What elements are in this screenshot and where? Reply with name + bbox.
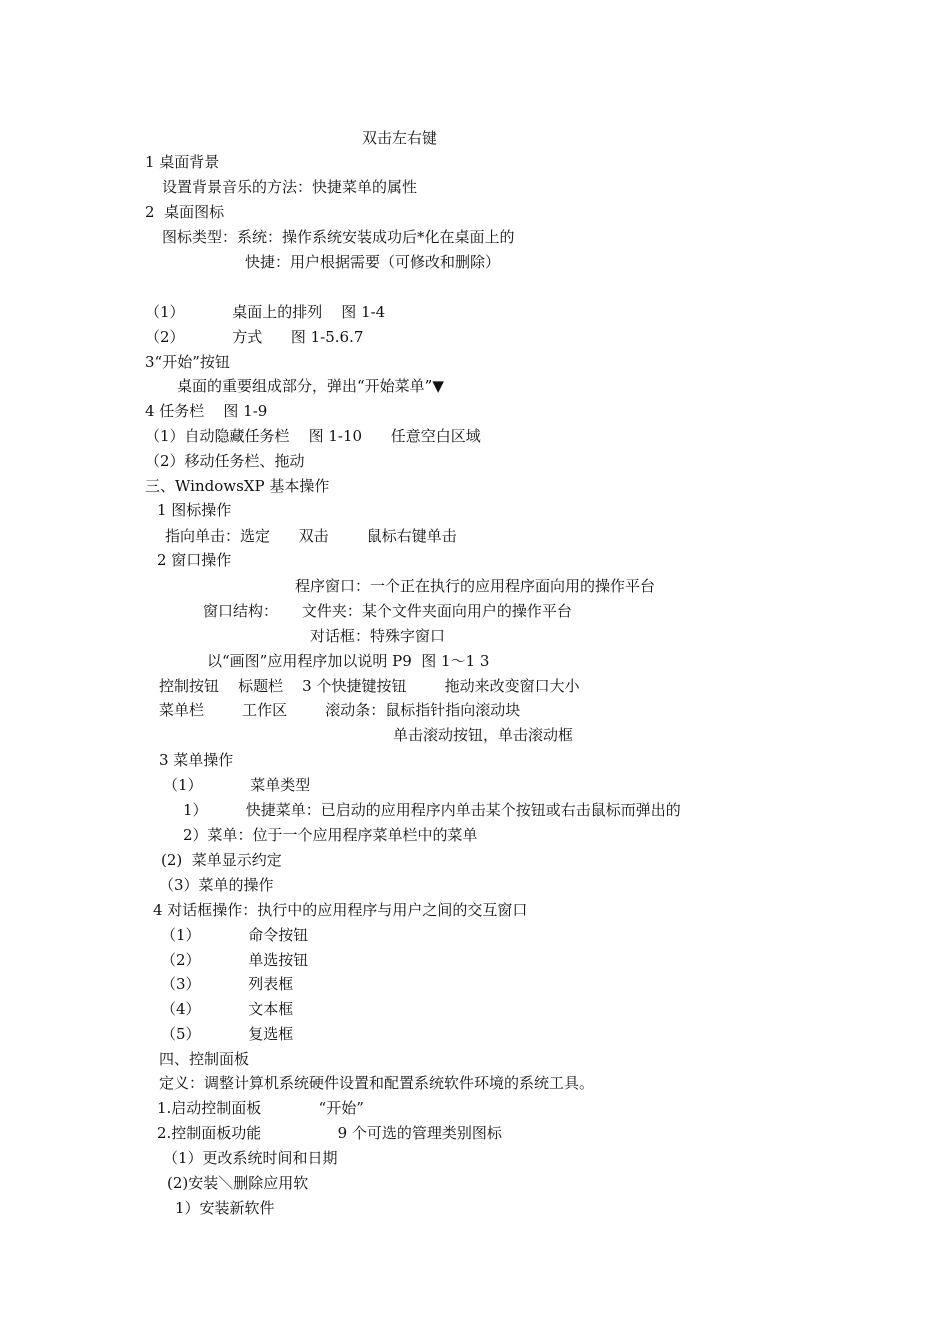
text-line: 1）安装新软件 xyxy=(175,1199,275,1217)
text-line: （2）移动任务栏、拖动 xyxy=(145,452,305,470)
text-line: 程序窗口：一个正在执行的应用程序面向用的操作平台 xyxy=(295,577,656,595)
text-line: 快捷：用户根据需要（可修改和删除） xyxy=(245,253,501,271)
section-heading: 2 桌面图标 xyxy=(145,203,225,221)
text-line: （1） 命令按钮 xyxy=(161,926,309,944)
text-line: 控制按钮 标题栏 3 个快捷键按钮 拖动来改变窗口大小 xyxy=(159,677,580,695)
text-line: （1）自动隐藏任务栏 图 1-10 任意空白区域 xyxy=(145,427,481,445)
section-heading: 四、控制面板 xyxy=(159,1050,250,1068)
text-line: （2） 方式 图 1-5.6.7 xyxy=(145,328,364,346)
section-heading: 4 任务栏 图 1-9 xyxy=(145,402,268,420)
text-line: （4） 文本框 xyxy=(161,1000,294,1018)
text-line: （3）菜单的操作 xyxy=(159,876,274,894)
subsection-heading: 4 对话框操作：执行中的应用程序与用户之间的交互窗口 xyxy=(153,901,528,919)
text-line: 菜单栏 工作区 滚动条：鼠标指针指向滚动块 xyxy=(159,701,521,719)
doc-title: 双击左右键 xyxy=(362,129,438,147)
section-heading: 三、WindowsXP 基本操作 xyxy=(145,477,330,495)
subsection-heading: 2 窗口操作 xyxy=(157,551,232,569)
subsection-heading: 3 菜单操作 xyxy=(159,751,234,769)
text-line: (2)安装＼删除应用软 xyxy=(167,1174,309,1192)
text-line: 1） 快捷菜单：已启动的应用程序内单击某个按钮或右击鼠标而弹出的 xyxy=(183,801,681,819)
section-heading: 3“开始”按钮 xyxy=(145,353,230,371)
text-line: 对话框：特殊字窗口 xyxy=(310,627,446,645)
text-line: 2）菜单：位于一个应用程序菜单栏中的菜单 xyxy=(183,826,478,844)
text-line: （5） 复选框 xyxy=(161,1025,294,1043)
text-line: 2.控制面板功能 9 个可选的管理类别图标 xyxy=(157,1124,502,1142)
text-line: 指向单击：选定 双击 鼠标右键单击 xyxy=(165,527,457,545)
text-line: （3） 列表框 xyxy=(161,975,294,993)
text-line: 图标类型：系统：操作系统安装成功后*化在桌面上的 xyxy=(162,228,515,246)
text-line: 定义：调整计算机系统硬件设置和配置系统软件环境的系统工具。 xyxy=(159,1074,595,1092)
text-line: (2) 菜单显示约定 xyxy=(161,851,282,869)
text-line: 以“画图”应用程序加以说明 P9 图 1～1 3 xyxy=(207,652,490,670)
text-line: 单击滚动按钮，单击滚动框 xyxy=(393,726,574,744)
text-line: 设置背景音乐的方法：快捷菜单的属性 xyxy=(162,178,418,196)
text-line: 1.启动控制面板 “开始” xyxy=(157,1099,364,1117)
text-line: （2） 单选按钮 xyxy=(161,951,309,969)
text-line: 桌面的重要组成部分，弹出“开始菜单”▼ xyxy=(177,377,444,395)
text-line: （1）更改系统时间和日期 xyxy=(163,1149,338,1167)
text-line: （1） 桌面上的排列 图 1-4 xyxy=(145,303,386,321)
subsection-heading: 1 图标操作 xyxy=(157,501,232,519)
text-line: 窗口结构： 文件夹：某个文件夹面向用户的操作平台 xyxy=(203,602,572,620)
text-line: （1） 菜单类型 xyxy=(163,776,311,794)
section-heading: 1 桌面背景 xyxy=(145,153,220,171)
